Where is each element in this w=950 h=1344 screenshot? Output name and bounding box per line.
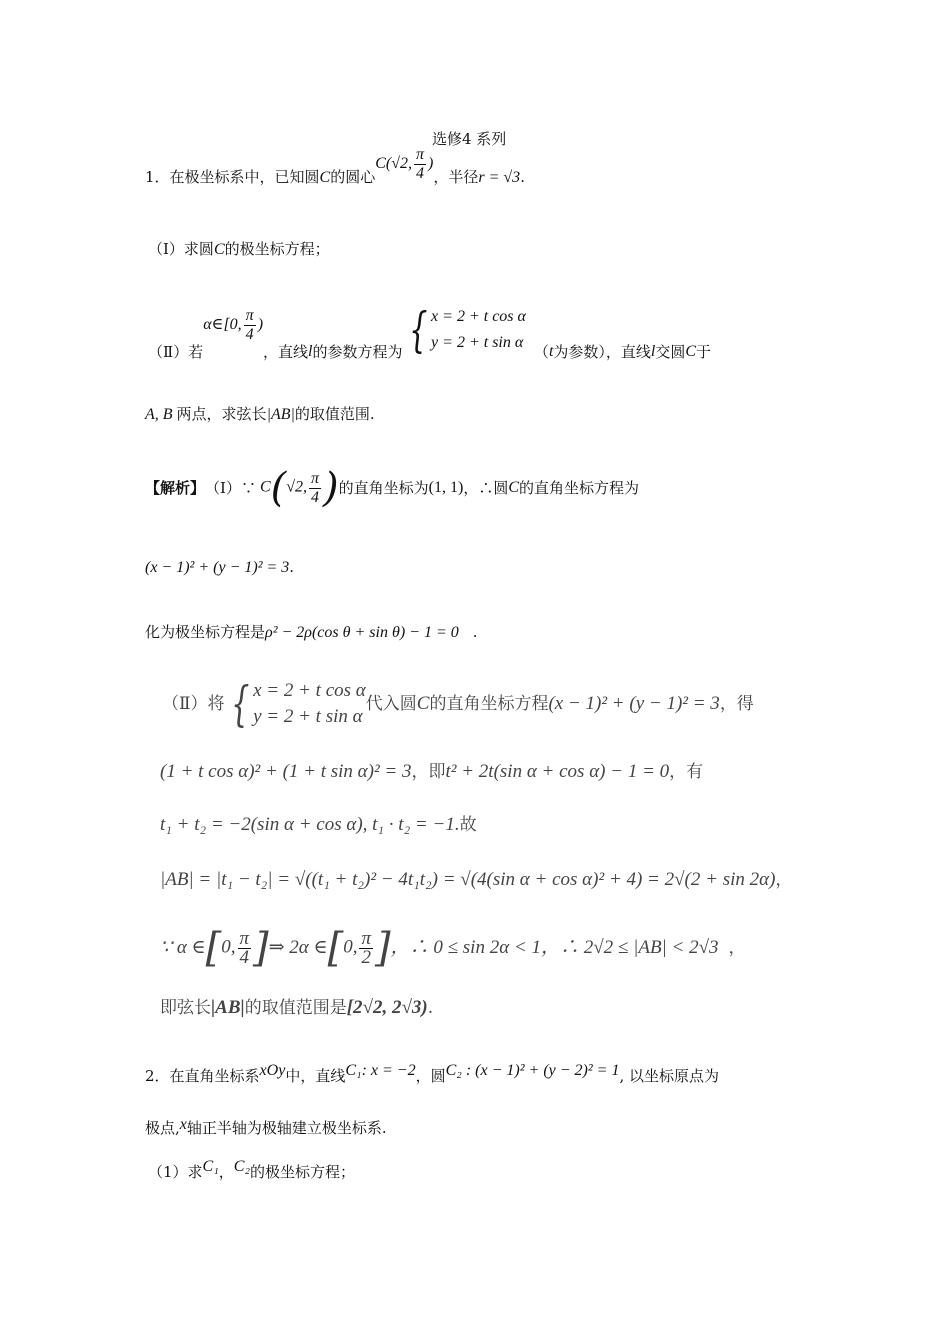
alpha-range: α∈[0, $\frac{\pi}{4}$ ) — [203, 307, 264, 343]
solution-part-2-line5: ∵ α ∈ [0, $\frac{\pi}{4}$ ] ⇒ 2α ∈ [0, $\frac{\pi}{2}$ ] ，∴ 0 ≤ sin 2α < 1，∴ 2√2 ≤ |AB| < 2√3 ， — [160, 925, 746, 971]
solution-part-2-line4: |AB| = |t₁ − t₂| = √((t₁ + t₂)² − 4t₁t₂) = √(4(sin α + cos α)² + 4) = 2√(2 + sin 2α)， — [160, 869, 793, 890]
part-1-question: （Ⅰ）求圆C的极坐标方程； — [148, 240, 330, 258]
problem-2-statement: 2．在直角坐标系xOy中，直线C₁: x = −2，圆C₂ : (x − 1)² + (y − 2)² = 1, 以坐标原点为 — [145, 1062, 720, 1085]
substitution-system: { x = 2 + t cos α y = 2 + t sin α — [230, 676, 366, 732]
parametric-system: { x = 2 + t cos α y = 2 + t sin α — [408, 302, 526, 358]
part-2-question-cont: A, B 两点，求弦长|AB|的取值范围. — [145, 405, 375, 423]
radius-expr: r = √3 — [478, 169, 521, 187]
point-C-polar: C(√2, $\frac{\pi}{4}$ ) — [259, 465, 339, 511]
solution-part-2-line6: 即弦长|AB|的取值范围是[2√2, 2√3). — [160, 997, 434, 1018]
page-title: 选修4 系列 — [432, 130, 507, 148]
solution-part-2-line3: t₁ + t₂ = −2(sin α + cos α), t₁ · t₂ = −1.故 — [160, 814, 477, 835]
problem-2-statement-cont: 极点,x轴正半轴为极轴建立极坐标系. — [145, 1116, 387, 1137]
problem-1-statement: 1．在极坐标系中，已知圆C的圆心C(√2, $\frac{\pi}{4}$ )，半径r = √3. — [145, 146, 525, 187]
interval-alpha: [0, $\frac{\pi}{4}$ ] — [205, 925, 269, 971]
solution-part-2-line1: （Ⅱ）将 { x = 2 + t cos α y = 2 + t sin α 代入圆 C 的直角坐标方程 (x − 1)² + (y − 1)² = 3 ，得 — [162, 676, 754, 732]
problem-2-question-1: （1）求C₁，C₂的极坐标方程； — [148, 1158, 356, 1181]
solution-part-2-line2: (1 + t cos α)² + (1 + t sin α)² = 3，即t² + 2t(sin α + cos α) − 1 = 0，有 — [160, 761, 704, 782]
part-2-question: （Ⅱ）若 α∈[0, $\frac{\pi}{4}$ ) ，直线 l 的参数方程为 { x = 2 + t cos α y = 2 + t sin α （ t 为参数），直线 l 交圆 C 于 — [148, 302, 712, 361]
polar-equation-line: 化为极坐标方程是ρ² − 2ρ(cos θ + sin θ) − 1 = 0 . — [145, 623, 478, 641]
circle-center-expr: C(√2, $\frac{\pi}{4}$ ) — [375, 146, 434, 182]
interval-2alpha: [0, $\frac{\pi}{2}$ ] — [327, 925, 391, 971]
cartesian-equation: (x − 1)² + (y − 1)² = 3. — [145, 558, 295, 576]
solution-part-1: 【解析】 （Ⅰ）∵ C(√2, $\frac{\pi}{4}$ ) 的直角坐标为 (1, 1) ，∴圆 C 的直角坐标方程为 — [145, 465, 640, 511]
